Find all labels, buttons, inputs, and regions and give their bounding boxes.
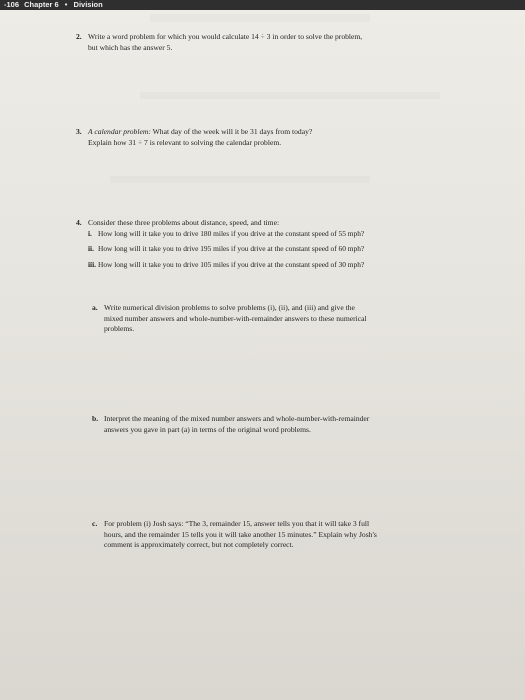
question-text-line — [88, 127, 312, 138]
question-2 — [76, 32, 363, 53]
question-text: What day of the week will it be 31 days from today? — [150, 127, 313, 136]
question-text: Write a word problem for which you would calculate 14 ÷ 3 in order to solve the problem, — [88, 32, 363, 41]
bleed-through-texture — [150, 14, 370, 22]
part-text: problems. — [104, 324, 135, 333]
chapter-label: Chapter 6 — [24, 0, 59, 9]
part-text: mixed number answers and whole-number-with-remainder answers to these numerical — [104, 313, 367, 323]
chapter-title: Division — [73, 0, 103, 9]
page-number: -106 — [4, 0, 20, 9]
problem-roman: i. — [88, 229, 92, 238]
page-header — [0, 0, 107, 14]
bleed-through-texture — [110, 176, 370, 183]
part-text: answers you gave in part (a) in terms of the original word problems. — [104, 424, 311, 434]
question-number: 4. — [76, 218, 82, 227]
question-number: 2. — [76, 32, 82, 41]
part-text: For problem (i) Josh says: “The 3, remainder 15, answer tells you that it will take 3 full — [104, 519, 370, 528]
problem-text: How long will it take you to drive 180 miles if you drive at the constant speed of 55 mph? — [98, 229, 365, 238]
part-text: comment is approximately correct, but not completely correct. — [104, 540, 294, 549]
problem-roman: iii. — [88, 259, 97, 269]
problem-text: How long will it take you to drive 105 miles if you drive at the constant speed of 30 mph? — [98, 259, 365, 269]
part-text: Write numerical division problems to solve problems (i), (ii), and (iii) and give the — [104, 303, 355, 312]
bleed-through-texture — [140, 92, 440, 99]
problem-item — [88, 228, 364, 239]
part-text: hours, and the remainder 15 tells you it will take another 15 minutes.” Explain why Josh's — [104, 529, 377, 539]
question-intro: Consider these three problems about distance, speed, and time: — [88, 218, 280, 227]
part-c — [92, 519, 377, 551]
part-a — [92, 303, 367, 335]
part-label: c. — [92, 519, 98, 528]
problem-list — [88, 228, 364, 270]
question-text: Explain how 31 ÷ 7 is relevant to solving the calendar problem. — [88, 137, 282, 147]
question-4 — [76, 218, 280, 229]
question-text: but which has the answer 5. — [88, 42, 173, 52]
header-separator: • — [64, 0, 68, 9]
problem-roman: ii. — [88, 244, 94, 254]
question-lead: A calendar problem: — [88, 127, 151, 136]
question-number: 3. — [76, 127, 82, 136]
part-label: a. — [92, 303, 98, 312]
problem-item — [88, 259, 364, 270]
problem-text: How long will it take you to drive 195 miles if you drive at the constant speed of 60 mph? — [98, 244, 365, 254]
question-3 — [76, 127, 313, 148]
part-text: Interpret the meaning of the mixed number answers and whole-number-with-remainder — [104, 414, 370, 423]
part-b — [92, 414, 370, 435]
part-label: b. — [92, 414, 99, 423]
problem-item — [88, 243, 364, 254]
